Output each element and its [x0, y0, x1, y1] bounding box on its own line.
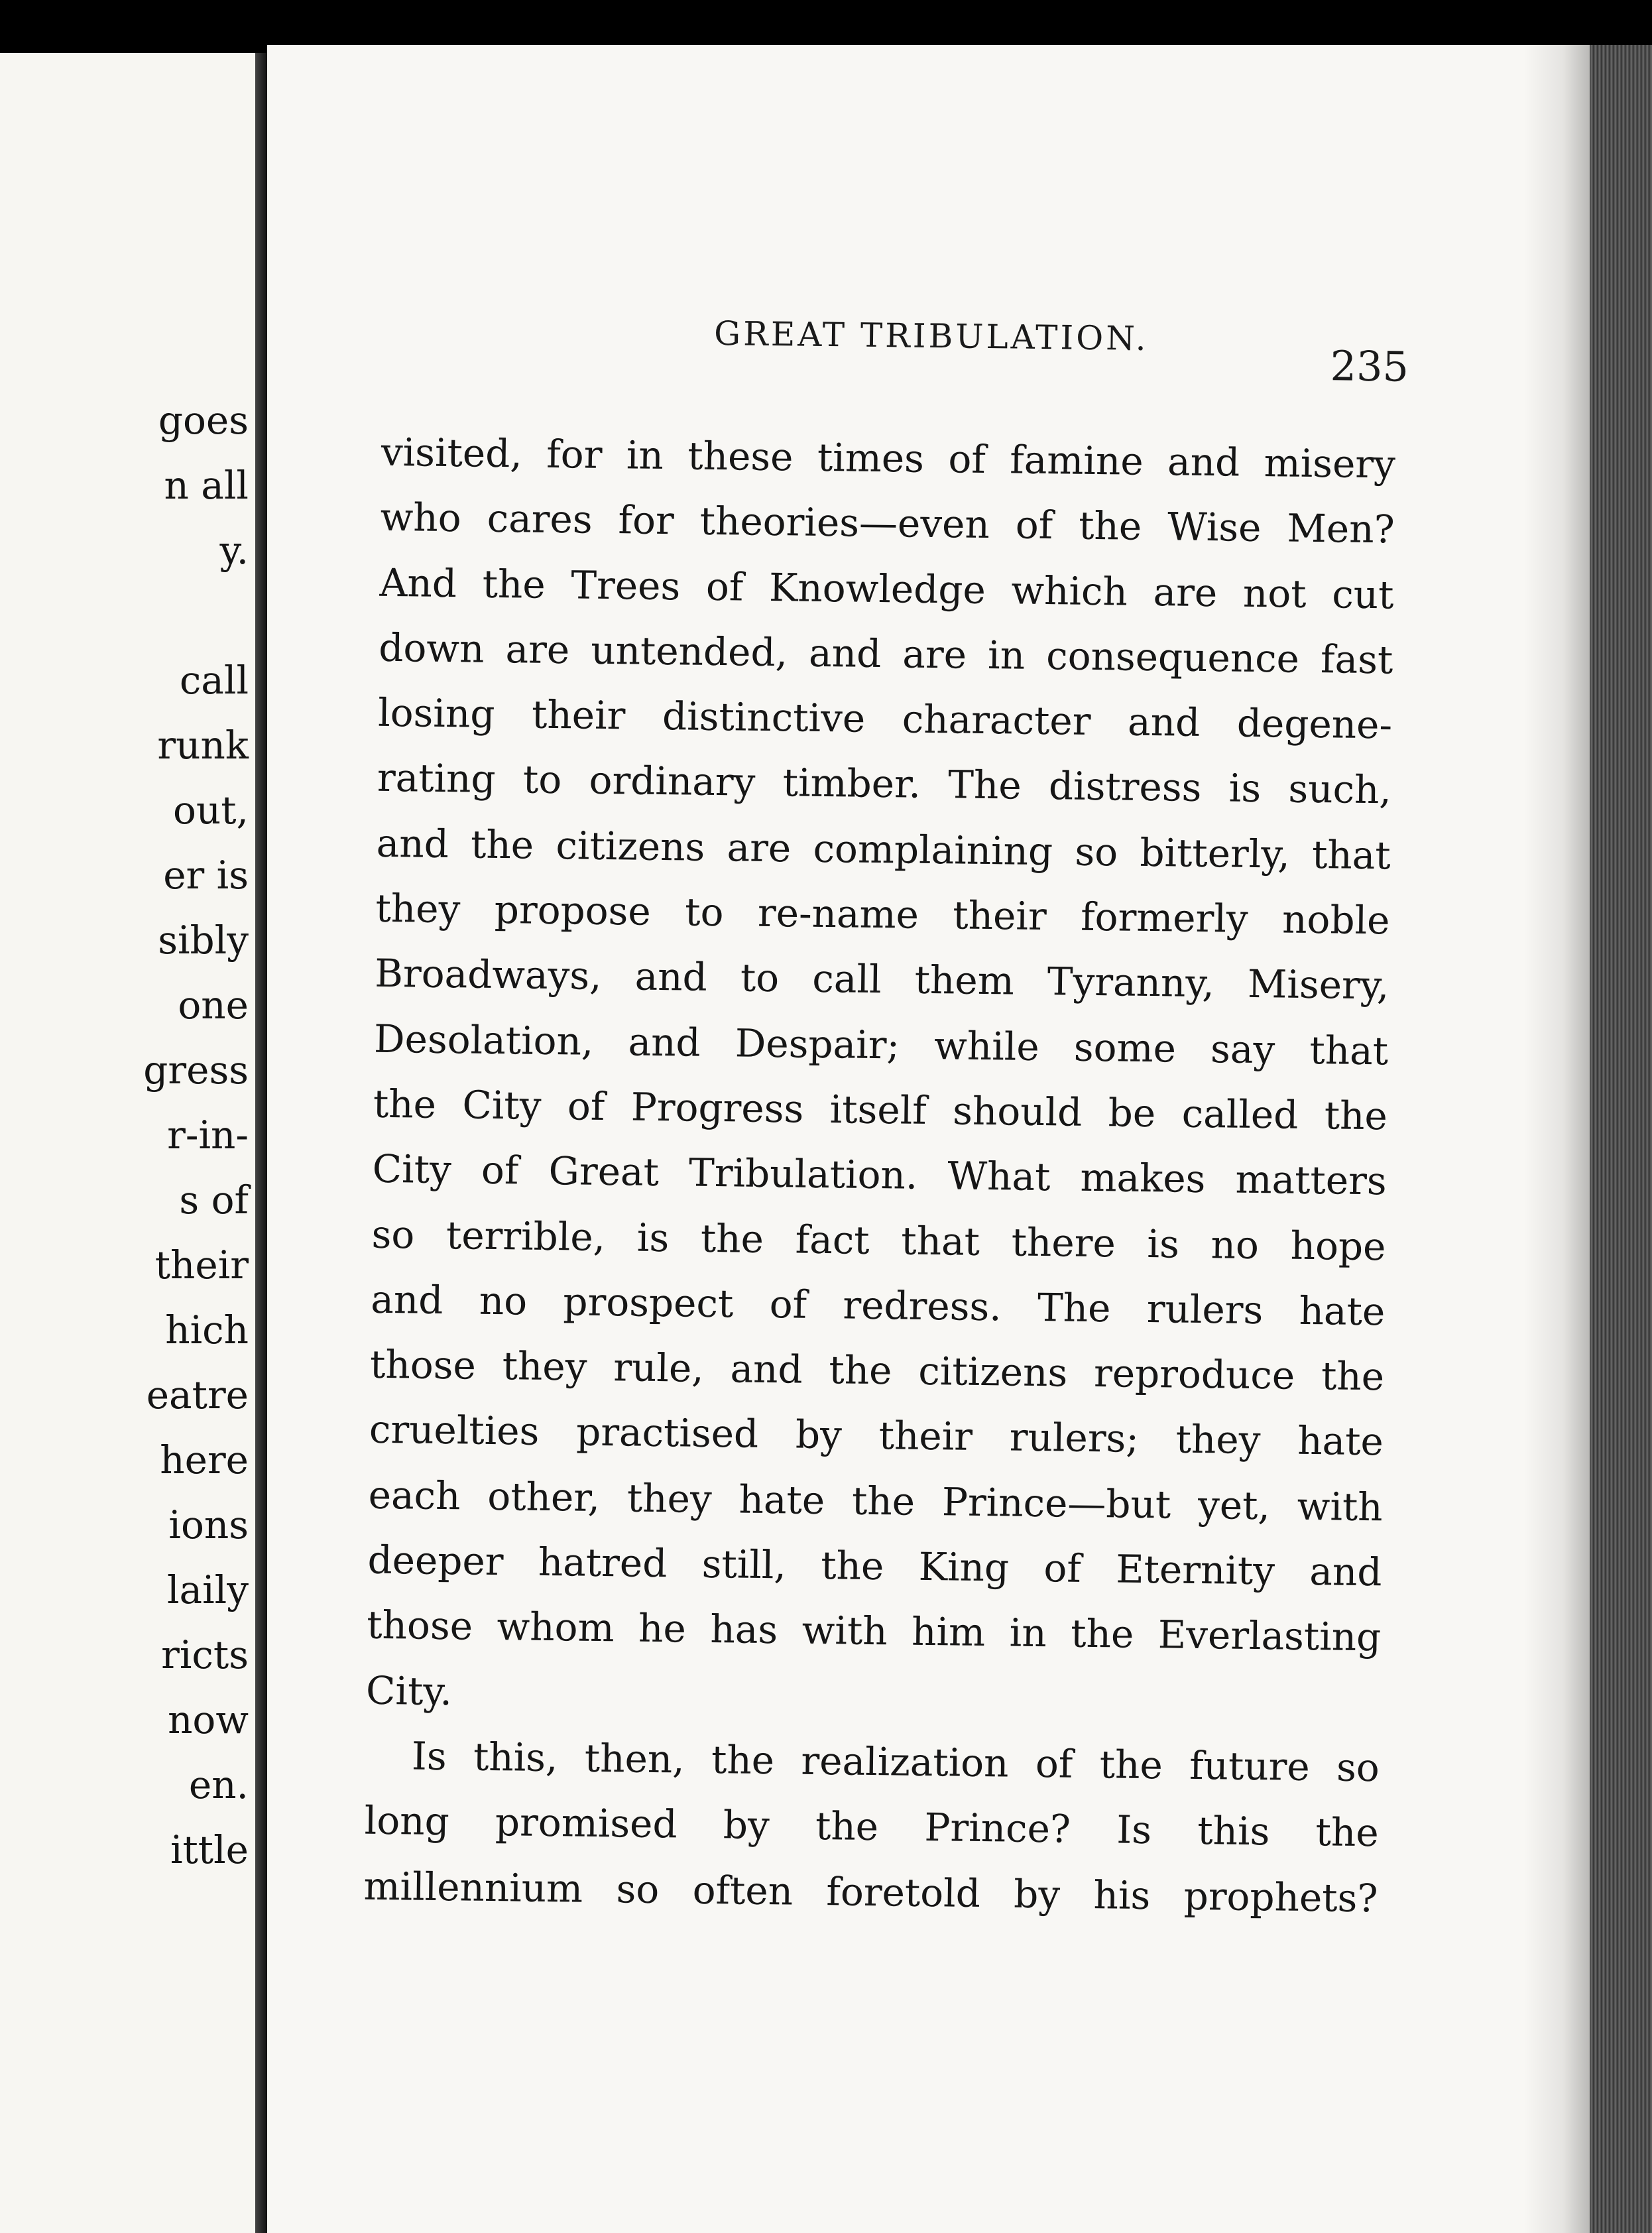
text-line: and the citizens are complaining so bitterly, that	[376, 820, 1391, 878]
previous-page-line: y.	[219, 528, 249, 573]
previous-page-line: one	[178, 983, 249, 1028]
previous-page-line: their	[154, 1242, 249, 1288]
previous-page-line: ittle	[170, 1827, 249, 1872]
previous-page-line: ricts	[161, 1632, 249, 1677]
text-line: And the Trees of Knowledge which are not cut	[379, 560, 1394, 618]
previous-page-line: s of	[179, 1177, 249, 1223]
text-line: they propose to re-name their formerly noble	[375, 885, 1390, 943]
text-line: rating to ordinary timber. The distress is such,	[377, 755, 1392, 813]
text-line: the City of Progress itself should be called the	[373, 1081, 1388, 1139]
previous-page-line: runk	[157, 723, 249, 768]
page-number: 235	[1330, 341, 1409, 391]
previous-page-line: en.	[188, 1762, 249, 1807]
text-line: Is this, then, the realization of the future so	[411, 1733, 1380, 1791]
book-gutter	[255, 53, 267, 2233]
previous-page-line: n all	[164, 463, 249, 508]
previous-page-line: here	[160, 1437, 249, 1482]
previous-page-line: goes	[158, 398, 249, 443]
previous-page-line: hich	[165, 1307, 249, 1353]
previous-page-line: er is	[163, 853, 249, 898]
previous-page-line: gress	[143, 1048, 249, 1093]
text-line: those they rule, and the citizens reproduce the	[369, 1341, 1385, 1400]
text-line: City.	[365, 1667, 453, 1714]
text-line: visited, for in these times of famine and misery	[381, 429, 1396, 487]
text-line: cruelties practised by their rulers; they hate	[369, 1407, 1384, 1465]
text-line: deeper hatred still, the King of Eternity and	[367, 1537, 1382, 1595]
page-edge-shadow	[1523, 45, 1590, 2233]
text-line: Broadways, and to call them Tyranny, Misery,	[374, 951, 1389, 1008]
previous-page-line: now	[168, 1697, 249, 1742]
previous-page	[0, 53, 255, 2233]
previous-page-line: sibly	[158, 918, 249, 963]
previous-page-line: out,	[172, 788, 249, 833]
page-stack-edge	[1590, 45, 1652, 2233]
text-line: those whom he has with him in the Everlasting	[366, 1602, 1382, 1660]
previous-page-line: laily	[167, 1567, 249, 1612]
text-line: Desolation, and Despair; while some say that	[373, 1016, 1389, 1074]
previous-page-line: eatre	[146, 1372, 249, 1418]
previous-page-line: call	[179, 658, 249, 703]
text-line: down are untended, and are in consequence fast	[378, 625, 1393, 683]
previous-page-line: r-in-	[167, 1113, 249, 1158]
body-text	[363, 420, 1396, 1931]
text-line: who cares for theories—even of the Wise Men?	[380, 495, 1395, 552]
text-line: losing their distinctive character and degene-	[377, 690, 1393, 748]
previous-page-line: ions	[168, 1502, 249, 1547]
text-line: long promised by the Prince? Is this the	[364, 1797, 1380, 1856]
text-line: each other, they hate the Prince—but yet, with	[368, 1472, 1384, 1530]
current-page	[267, 45, 1590, 2233]
text-line: so terrible, is the fact that there is no hope	[371, 1211, 1386, 1269]
running-head: GREAT TRIBULATION.	[713, 314, 1149, 358]
text-line: and no prospect of redress. The rulers hate	[370, 1276, 1386, 1335]
text-line: millennium so often foretold by his prophets?	[363, 1863, 1378, 1921]
text-line: City of Great Tribulation. What makes matters	[372, 1146, 1387, 1204]
